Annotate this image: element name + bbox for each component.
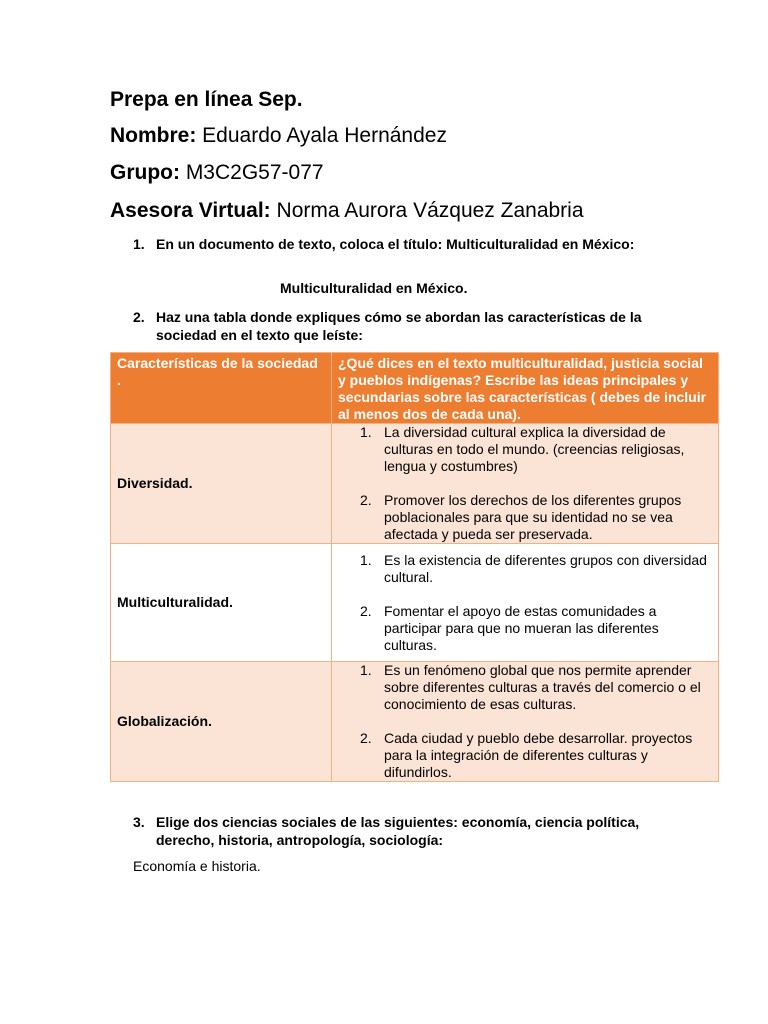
advisor-label: Asesora Virtual:: [110, 199, 271, 222]
list-item: 1. Es un fenómeno global que nos permite aprender sobre diferentes culturas a través del comercio o el conocimiento de esas culturas.: [360, 662, 701, 712]
group-label: Grupo:: [110, 161, 180, 184]
row-content: [332, 544, 719, 662]
list-item: 2. Promover los derechos de los diferentes grupos poblacionales para que su identidad no se vea afectada y pueda ser preservada.: [360, 492, 682, 542]
question-3-number: 3.: [133, 814, 145, 830]
characteristics-table: [110, 352, 719, 782]
advisor-value: Norma Aurora Vázquez Zanabria: [270, 199, 584, 222]
table-row: [111, 544, 719, 662]
question-2-text: Haz una tabla donde expliques cómo se abordan las características de la sociedad en el texto que leíste:: [156, 309, 642, 343]
table-header-characteristics: Características de la sociedad .: [111, 353, 332, 424]
list-item: 2. Fomentar el apoyo de estas comunidades a participar para que no mueran las diferentes culturas.: [360, 602, 659, 653]
list-item: 1. La diversidad cultural explica la diversidad de culturas en todo el mundo. (creencias religiosas, lengua y costumbres): [360, 424, 685, 474]
row-content: [332, 424, 719, 544]
table-row: [111, 424, 719, 544]
question-3-text: Elige dos ciencias sociales de las siguientes: economía, ciencia política, derecho, historia, antropología, sociología:: [156, 814, 640, 848]
question-3-answer: Economía e historia.: [133, 858, 261, 874]
row-label-diversidad: Diversidad.: [111, 424, 332, 544]
list-item: 1. Es la existencia de diferentes grupos con diversidad cultural.: [360, 551, 707, 585]
table-row: [111, 662, 719, 782]
row-label-globalizacion: Globalización.: [111, 662, 332, 782]
question-1-number: 1.: [133, 236, 145, 252]
question-1-text: En un documento de texto, coloca el título: Multiculturalidad en México:: [156, 236, 635, 252]
question-2-number: 2.: [133, 309, 145, 325]
group-value: M3C2G57-077: [179, 161, 324, 184]
answer-title: Multiculturalidad en México.: [280, 280, 468, 296]
list-item: 2. Cada ciudad y pueblo debe desarrollar. proyectos para la integración de diferentes culturas y difundirlos.: [360, 730, 693, 780]
name-line: [110, 124, 447, 148]
row-content: [332, 662, 719, 782]
school-title: Prepa en línea Sep.: [110, 88, 303, 111]
name-label: Nombre:: [110, 124, 197, 147]
table-header-question: ¿Qué dices en el texto multiculturalidad, justicia social y pueblos indígenas? Escribe las ideas principales y secundarias sobre las características ( debes de incluir al menos dos de cada una).: [332, 353, 719, 424]
advisor-line: [110, 199, 584, 223]
group-line: [110, 161, 324, 185]
row-label-multiculturalidad: Multiculturalidad.: [111, 544, 332, 662]
table-header-row: [111, 353, 719, 424]
name-value: Eduardo Ayala Hernández: [196, 124, 447, 147]
